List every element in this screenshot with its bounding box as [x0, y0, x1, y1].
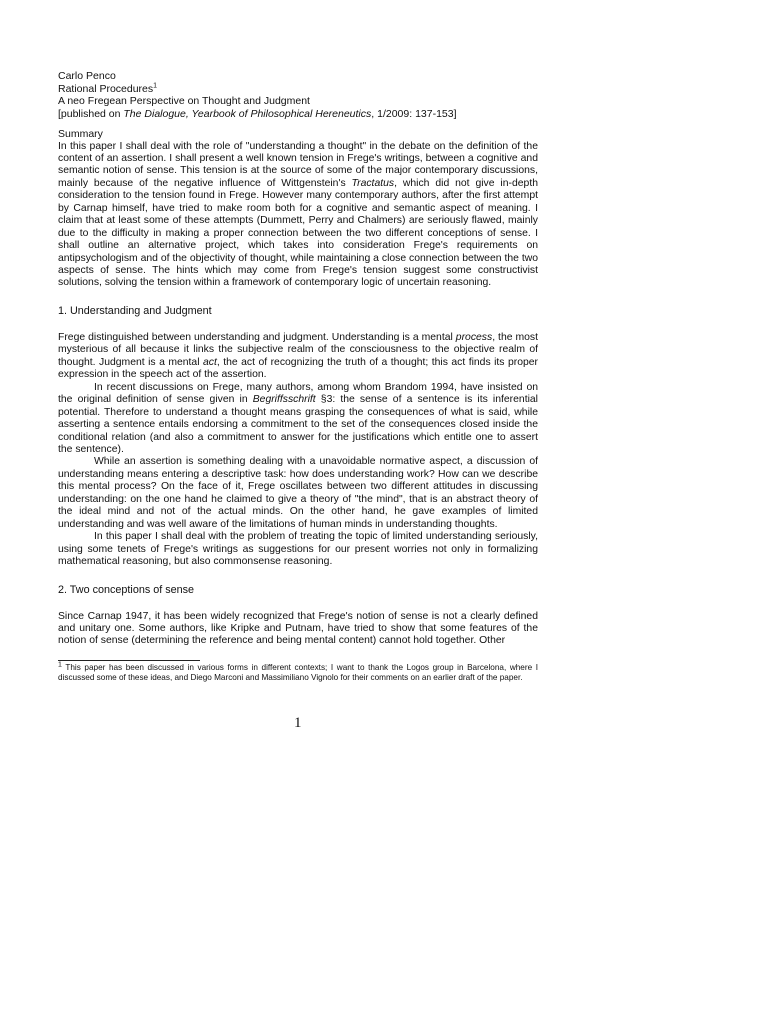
- s1p2-text-b: §3: the sense of a sentence is its inferential potential. Therefore to understand a thought means grasping the consequences of what is said, while asserting a sentence entails endorsing a commitment to the set of the consequences closed inside the conditional relation (and also a commitment to answer for the justifications which entitle one to assert the sentence).: [58, 394, 538, 456]
- paper-subtitle: A neo Fregean Perspective on Thought and Judgment: [58, 95, 310, 107]
- document-page: [58, 70, 538, 684]
- s1p2-italic: Begriffsschrift: [252, 394, 316, 406]
- section-1-paragraph-1: [58, 332, 538, 382]
- s1p1-italic-2: act: [202, 356, 217, 368]
- section-1-paragraph-4: In this paper I shall deal with the problem of treating the topic of limited understanding seriously, using some tenets of Frege's writings as suggestions for our present worries not only in formalizing mathematical reasoning, but also commonsense reasoning.: [58, 531, 538, 568]
- section-1-paragraph-3: While an assertion is something dealing with a unavoidable normative aspect, a discussion of understanding means entering a descriptive task: how does understanding work? How can we describe this mental process? On the face of it, Frege oscillates between two different attitudes in discussing understanding: on the one hand he claimed to give a theory of "the mind", that is an abstract theory of the ideal mind and not of the actual minds. On the other hand, he gave examples of limited understanding and was well aware of the limitations of human minds in understanding thoughts.: [58, 456, 538, 530]
- section-1-heading: 1. Understanding and Judgment: [58, 304, 212, 317]
- s1p1-italic-1: process: [455, 331, 493, 343]
- summary-italic: Tractatus: [351, 177, 395, 189]
- publication-journal: The Dialogue, Yearbook of Philosophical Hereneutics: [123, 107, 372, 120]
- footnote: [58, 663, 538, 684]
- author-name: Carlo Penco: [58, 70, 116, 82]
- footnote-divider: [58, 660, 200, 661]
- summary-text-b: , which did not give in-depth consideration to the tension found in Frege. However many contemporary authors, after the first attempt by Carnap himself, have tried to make room both for a cognitive and semantic aspect of meaning. I claim that at least some of these attempts (Dummett, Perry and Chalmers) are seriously flawed, mainly due to the difficulty in making a proper connection between the two different conceptions of sense. I shall outline an alternative project, which takes into consideration Frege's requirements on antipsychologism and of the objectivity of thought, while maintaining a close connection between the two aspects of sense. The hints which may come from Frege's tension suggest some constructivist solutions, solving the tension within a framework of contemporary logic of uncertain reasoning.: [58, 177, 538, 289]
- paper-title-text: Rational Procedures: [58, 82, 154, 95]
- footnote-text: This paper has been discussed in various forms in different contexts; I want to thank the Logos group in Barcelona, where I discussed some of these ideas, and Diego Marconi and Massimiliano Vignolo for their comments on an earlier draft of the paper.: [58, 662, 538, 683]
- publication-info: [58, 108, 538, 121]
- summary-text-a: In this paper I shall deal with the role of "understanding a thought" in the debate on the definition of the content of an assertion. I shall present a well known tension in Frege's writings, between a cognitive and semantic notion of sense. This tension is at the source of some of the major contemporary discussions, mainly because of the negative influence of Wittgenstein's: [58, 140, 538, 189]
- section-2-heading: 2. Two conceptions of sense: [58, 583, 195, 596]
- s1p1-text-b: , the most mysterious of all because it links the subjective realm of the consciousness to the objective realm of thought. Judgment is a mental: [58, 331, 538, 368]
- summary-paragraph: [58, 141, 538, 290]
- paper-title: [58, 83, 538, 96]
- summary-heading: Summary: [58, 128, 103, 140]
- page-number: 1: [294, 715, 302, 731]
- footnote-mark: 1: [58, 661, 62, 669]
- section-2-paragraph-1: Since Carnap 1947, it has been widely recognized that Frege's notion of sense is not a clearly defined and unitary one. Some authors, like Kripke and Putnam, have tried to show that some features of the notion of sense (determining the reference and being mental content) cannot hold together. Other: [58, 610, 538, 647]
- s1p1-text-c: , the act of recognizing the truth of a thought; this act finds its proper expression in the speech act of the assertion.: [58, 356, 538, 381]
- publication-prefix: [published on: [58, 107, 124, 120]
- s1p2-text-a: In recent discussions on Frege, many authors, among whom Brandom 1994, have insisted on the original definition of sense given in: [58, 381, 538, 406]
- paper-header: [58, 70, 538, 120]
- publication-suffix: , 1/2009: 137-153]: [371, 107, 457, 120]
- s1p1-text-a: Frege distinguished between understanding and judgment. Understanding is a mental: [58, 331, 456, 343]
- title-footnote-mark: 1: [153, 82, 158, 89]
- section-1-paragraph-2: [58, 382, 538, 457]
